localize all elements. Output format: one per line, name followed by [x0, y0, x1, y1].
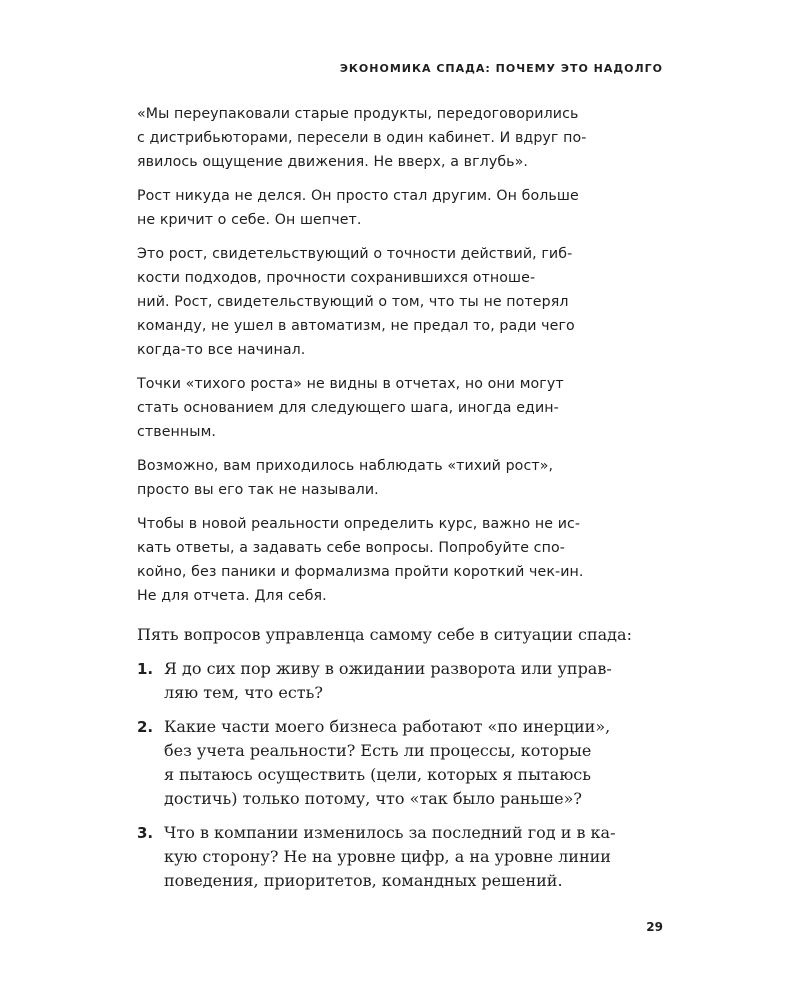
text-line: без учета реальности? Есть ли процессы, которые	[164, 741, 592, 760]
paragraph	[137, 184, 677, 232]
text-line: достичь) только потому, что «так было раньше»?	[164, 789, 582, 808]
text-line: я пытаюсь осуществить (цели, которых я пытаюсь	[164, 765, 591, 784]
text-line: Что в компании изменилось за последний год и в ка-	[164, 823, 616, 842]
text-line: не кричит о себе. Он шепчет.	[137, 212, 362, 228]
body-text	[137, 102, 677, 618]
text-line: просто вы его так не называли.	[137, 482, 379, 498]
paragraph	[137, 102, 677, 174]
text-line: койно, без паники и формализма пройти короткий чек-ин.	[137, 564, 584, 580]
questions-intro: Пять вопросов управленца самому себе в ситуации спада:	[137, 625, 632, 644]
text-line: Точки «тихого роста» не видны в отчетах, но они могут	[137, 376, 564, 392]
text-line: «Мы переупаковали старые продукты, передоговорились	[137, 106, 579, 122]
text-line: Я до сих пор живу в ожидании разворота или управ-	[164, 659, 612, 678]
running-header: ЭКОНОМИКА СПАДА: ПОЧЕМУ ЭТО НАДОЛГО	[339, 62, 663, 75]
text-line: когда-то все начинал.	[137, 342, 306, 358]
question-number: 1.	[137, 660, 154, 678]
text-line: ственным.	[137, 424, 217, 440]
text-line: Чтобы в новой реальности определить курс, важно не ис-	[137, 516, 581, 532]
text-line: Это рост, свидетельствующий о точности действий, гиб-	[137, 246, 573, 262]
text-line: Не для отчета. Для себя.	[137, 588, 327, 604]
question-item	[137, 715, 682, 811]
paragraph	[137, 242, 677, 362]
question-number: 3.	[137, 824, 154, 842]
text-line: Какие части моего бизнеса работают «по инерции»,	[164, 717, 611, 736]
page-number: 29	[646, 920, 663, 934]
text-line: Возможно, вам приходилось наблюдать «тихий рост»,	[137, 458, 554, 474]
text-line: явилось ощущение движения. Не вверх, а вглубь».	[137, 154, 529, 170]
text-line: поведения, приоритетов, командных решений.	[164, 871, 563, 890]
paragraph	[137, 512, 677, 608]
question-number: 2.	[137, 718, 154, 736]
text-line: Рост никуда не делся. Он просто стал другим. Он больше	[137, 188, 579, 204]
paragraph	[137, 372, 677, 444]
text-line: кать ответы, а задавать себе вопросы. Попробуйте спо-	[137, 540, 565, 556]
text-line: ляю тем, что есть?	[164, 683, 323, 702]
question-item	[137, 821, 682, 893]
text-line: стать основанием для следующего шага, иногда един-	[137, 400, 559, 416]
text-line: кости подходов, прочности сохранившихся отноше-	[137, 270, 536, 286]
question-item	[137, 657, 682, 705]
questions-section	[137, 623, 682, 903]
text-line: ний. Рост, свидетельствующий о том, что ты не потерял	[137, 294, 569, 310]
paragraph	[137, 454, 677, 502]
text-line: кую сторону? Не на уровне цифр, а на уровне линии	[164, 847, 611, 866]
text-line: команду, не ушел в автоматизм, не предал то, ради чего	[137, 318, 575, 334]
text-line: с дистрибьюторами, пересели в один кабинет. И вдруг по-	[137, 130, 587, 146]
